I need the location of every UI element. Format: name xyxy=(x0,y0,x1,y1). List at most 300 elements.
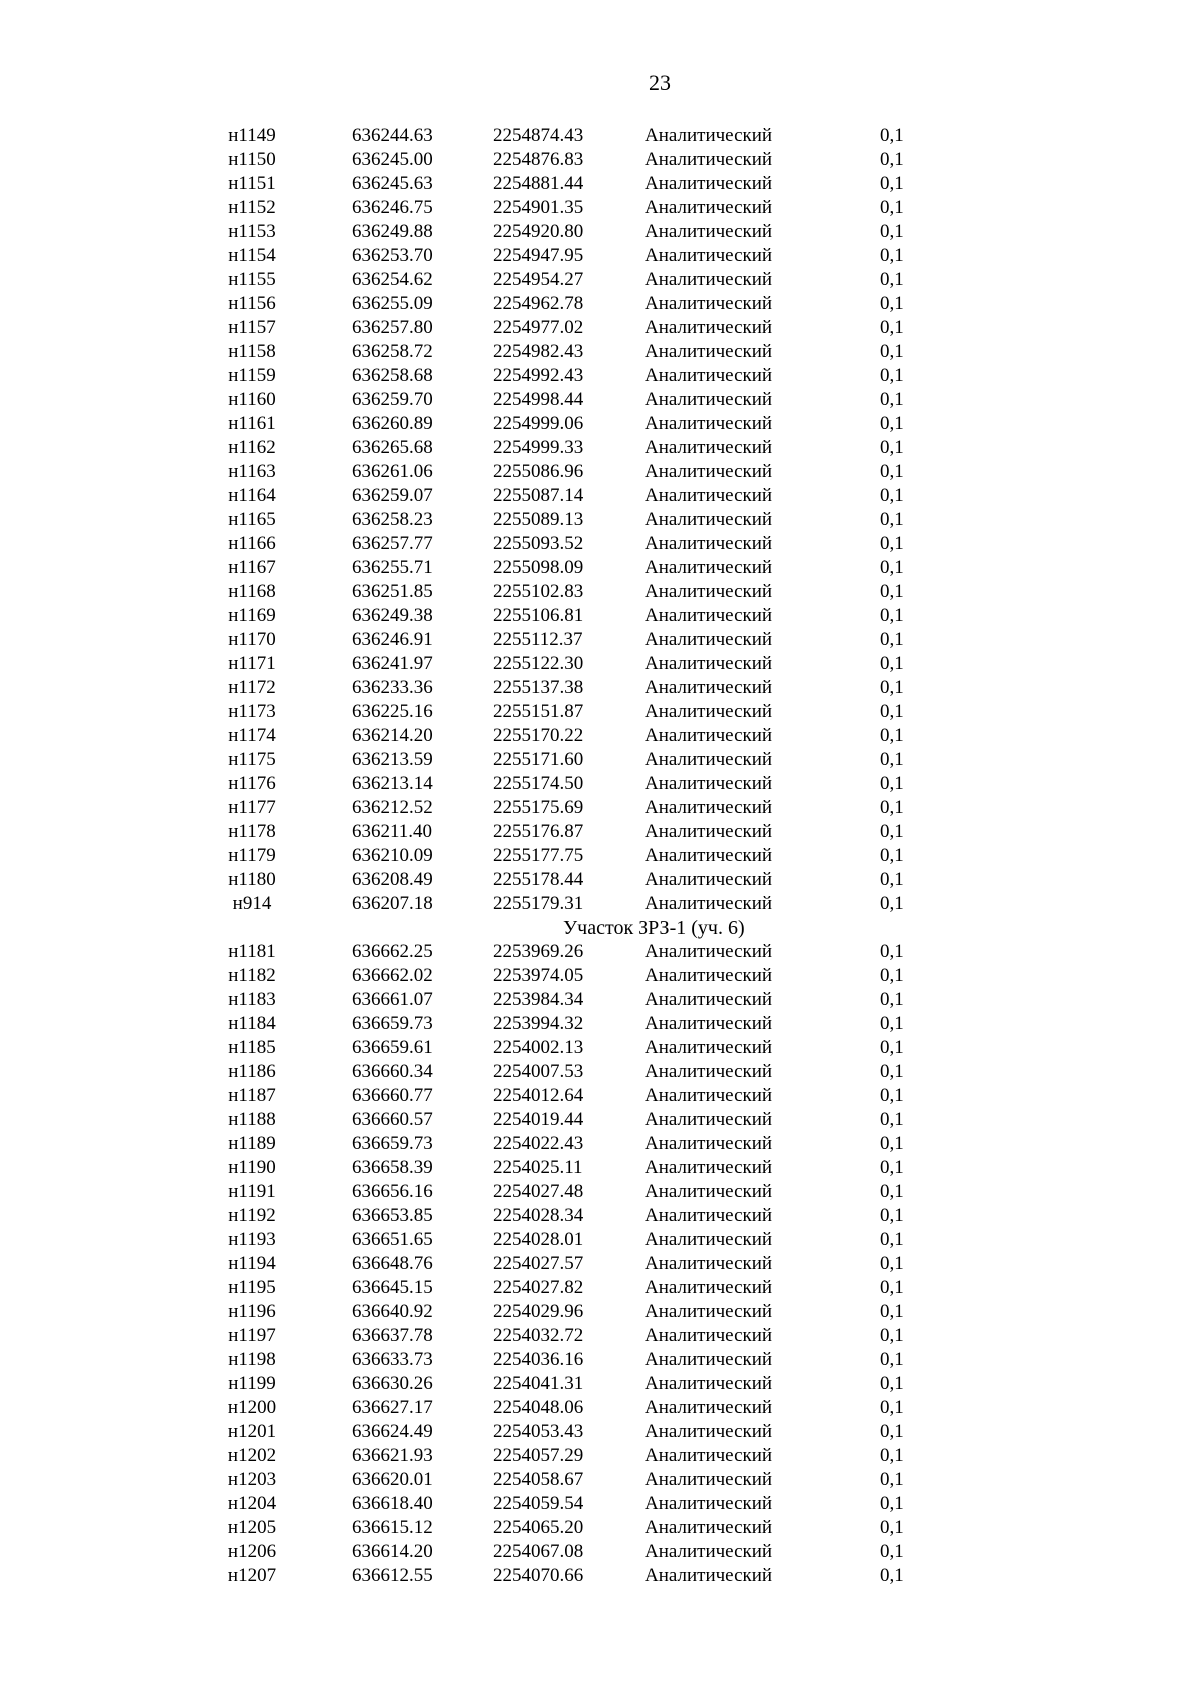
method-cell: Аналитический xyxy=(645,461,773,482)
point-id-cell: н1182 xyxy=(228,965,276,986)
point-id-cell: н1199 xyxy=(228,1373,276,1394)
point-id-cell: н1179 xyxy=(228,845,276,866)
accuracy-cell: 0,1 xyxy=(880,1301,904,1322)
x-coordinate-cell: 636255.71 xyxy=(352,557,433,578)
y-coordinate-cell: 2254067.08 xyxy=(493,1541,584,1562)
y-coordinate-cell: 2254977.02 xyxy=(493,317,584,338)
y-coordinate-cell: 2254027.57 xyxy=(493,1253,584,1274)
point-id-cell: н1152 xyxy=(228,197,276,218)
point-id-cell: н1162 xyxy=(228,437,276,458)
accuracy-cell: 0,1 xyxy=(880,1037,904,1058)
table-row xyxy=(0,1396,1200,1420)
y-coordinate-cell: 2254022.43 xyxy=(493,1133,584,1154)
accuracy-cell: 0,1 xyxy=(880,221,904,242)
table-row xyxy=(0,1516,1200,1540)
x-coordinate-cell: 636249.38 xyxy=(352,605,433,626)
accuracy-cell: 0,1 xyxy=(880,749,904,770)
point-id-cell: н1185 xyxy=(228,1037,276,1058)
x-coordinate-cell: 636637.78 xyxy=(352,1325,433,1346)
x-coordinate-cell: 636661.07 xyxy=(352,989,433,1010)
accuracy-cell: 0,1 xyxy=(880,629,904,650)
x-coordinate-cell: 636253.70 xyxy=(352,245,433,266)
accuracy-cell: 0,1 xyxy=(880,1517,904,1538)
method-cell: Аналитический xyxy=(645,413,773,434)
x-coordinate-cell: 636640.92 xyxy=(352,1301,433,1322)
y-coordinate-cell: 2255151.87 xyxy=(493,701,584,722)
method-cell: Аналитический xyxy=(645,149,773,170)
table-row xyxy=(0,1564,1200,1588)
method-cell: Аналитический xyxy=(645,845,773,866)
x-coordinate-cell: 636211.40 xyxy=(352,821,433,842)
y-coordinate-cell: 2254954.27 xyxy=(493,269,584,290)
method-cell: Аналитический xyxy=(645,1493,773,1514)
accuracy-cell: 0,1 xyxy=(880,293,904,314)
y-coordinate-cell: 2255086.96 xyxy=(493,461,584,482)
method-cell: Аналитический xyxy=(645,437,773,458)
point-id-cell: н1155 xyxy=(228,269,276,290)
method-cell: Аналитический xyxy=(645,965,773,986)
point-id-cell: н1169 xyxy=(228,605,276,626)
method-cell: Аналитический xyxy=(645,941,773,962)
accuracy-cell: 0,1 xyxy=(880,269,904,290)
x-coordinate-cell: 636258.23 xyxy=(352,509,433,530)
method-cell: Аналитический xyxy=(645,1277,773,1298)
x-coordinate-cell: 636265.68 xyxy=(352,437,433,458)
method-cell: Аналитический xyxy=(645,317,773,338)
table-row xyxy=(0,796,1200,820)
point-id-cell: н1195 xyxy=(228,1277,276,1298)
method-cell: Аналитический xyxy=(645,869,773,890)
accuracy-cell: 0,1 xyxy=(880,821,904,842)
accuracy-cell: 0,1 xyxy=(880,1085,904,1106)
x-coordinate-cell: 636653.85 xyxy=(352,1205,433,1226)
x-coordinate-cell: 636659.73 xyxy=(352,1013,433,1034)
method-cell: Аналитический xyxy=(645,533,773,554)
method-cell: Аналитический xyxy=(645,485,773,506)
y-coordinate-cell: 2255102.83 xyxy=(493,581,584,602)
x-coordinate-cell: 636254.62 xyxy=(352,269,433,290)
x-coordinate-cell: 636258.68 xyxy=(352,365,433,386)
y-coordinate-cell: 2255176.87 xyxy=(493,821,584,842)
y-coordinate-cell: 2254901.35 xyxy=(493,197,584,218)
method-cell: Аналитический xyxy=(645,1397,773,1418)
point-id-cell: н1165 xyxy=(228,509,276,530)
x-coordinate-cell: 636615.12 xyxy=(352,1517,433,1538)
table-row xyxy=(0,1132,1200,1156)
page-number: 23 xyxy=(649,70,671,95)
accuracy-cell: 0,1 xyxy=(880,341,904,362)
point-id-cell: н1151 xyxy=(228,173,276,194)
y-coordinate-cell: 2254999.33 xyxy=(493,437,584,458)
table-row xyxy=(0,364,1200,388)
point-id-cell: н1187 xyxy=(228,1085,276,1106)
table-row xyxy=(0,340,1200,364)
point-id-cell: н1153 xyxy=(228,221,276,242)
x-coordinate-cell: 636260.89 xyxy=(352,413,433,434)
method-cell: Аналитический xyxy=(645,989,773,1010)
method-cell: Аналитический xyxy=(645,797,773,818)
x-coordinate-cell: 636213.59 xyxy=(352,749,433,770)
table-row xyxy=(0,748,1200,772)
point-id-cell: н1202 xyxy=(227,1445,277,1466)
y-coordinate-cell: 2254041.31 xyxy=(493,1373,584,1394)
method-cell: Аналитический xyxy=(645,1181,773,1202)
method-cell: Аналитический xyxy=(645,1229,773,1250)
table-row xyxy=(0,1276,1200,1300)
point-id-cell: н1176 xyxy=(228,773,276,794)
x-coordinate-cell: 636662.02 xyxy=(352,965,433,986)
table-row xyxy=(0,1300,1200,1324)
x-coordinate-cell: 636633.73 xyxy=(352,1349,433,1370)
table-row xyxy=(0,1252,1200,1276)
y-coordinate-cell: 2254028.34 xyxy=(493,1205,584,1226)
accuracy-cell: 0,1 xyxy=(880,1277,904,1298)
y-coordinate-cell: 2255175.69 xyxy=(493,797,584,818)
table-row xyxy=(0,1084,1200,1108)
point-id-cell: н1170 xyxy=(228,629,276,650)
y-coordinate-cell: 2255137.38 xyxy=(493,677,584,698)
point-id-cell: н1207 xyxy=(227,1565,277,1586)
method-cell: Аналитический xyxy=(645,581,773,602)
point-id-cell: н1164 xyxy=(228,485,276,506)
accuracy-cell: 0,1 xyxy=(880,893,904,914)
y-coordinate-cell: 2255087.14 xyxy=(493,485,584,506)
point-id-cell: н1178 xyxy=(228,821,276,842)
table-row xyxy=(0,460,1200,484)
accuracy-cell: 0,1 xyxy=(880,1157,904,1178)
table-row xyxy=(0,436,1200,460)
method-cell: Аналитический xyxy=(645,725,773,746)
x-coordinate-cell: 636660.77 xyxy=(352,1085,433,1106)
point-id-cell: н1173 xyxy=(228,701,276,722)
accuracy-cell: 0,1 xyxy=(880,389,904,410)
method-cell: Аналитический xyxy=(645,605,773,626)
method-cell: Аналитический xyxy=(645,1085,773,1106)
x-coordinate-cell: 636207.18 xyxy=(352,893,433,914)
accuracy-cell: 0,1 xyxy=(880,1565,904,1586)
table-row xyxy=(0,1444,1200,1468)
table-row xyxy=(0,964,1200,988)
table-row xyxy=(0,484,1200,508)
accuracy-cell: 0,1 xyxy=(880,413,904,434)
y-coordinate-cell: 2254057.29 xyxy=(493,1445,584,1466)
method-cell: Аналитический xyxy=(645,1013,773,1034)
x-coordinate-cell: 636246.75 xyxy=(352,197,433,218)
y-coordinate-cell: 2255177.75 xyxy=(493,845,584,866)
table-row xyxy=(0,124,1200,148)
x-coordinate-cell: 636244.63 xyxy=(352,125,433,146)
y-coordinate-cell: 2255122.30 xyxy=(493,653,584,674)
point-id-cell: н1203 xyxy=(227,1469,277,1490)
x-coordinate-cell: 636620.01 xyxy=(352,1469,433,1490)
point-id-cell: н1156 xyxy=(228,293,276,314)
y-coordinate-cell: 2254881.44 xyxy=(493,173,584,194)
method-cell: Аналитический xyxy=(645,1133,773,1154)
method-cell: Аналитический xyxy=(645,773,773,794)
point-id-cell: н1184 xyxy=(228,1013,276,1034)
point-id-cell: н1183 xyxy=(228,989,276,1010)
accuracy-cell: 0,1 xyxy=(880,1109,904,1130)
accuracy-cell: 0,1 xyxy=(880,725,904,746)
x-coordinate-cell: 636208.49 xyxy=(352,869,433,890)
x-coordinate-cell: 636612.55 xyxy=(352,1565,433,1586)
x-coordinate-cell: 636233.36 xyxy=(352,677,433,698)
method-cell: Аналитический xyxy=(645,1469,773,1490)
section-title: Участок ЗРЗ-1 (уч. 6) xyxy=(563,917,745,939)
x-coordinate-cell: 636630.26 xyxy=(352,1373,433,1394)
accuracy-cell: 0,1 xyxy=(880,1469,904,1490)
table-row xyxy=(0,1348,1200,1372)
table-row xyxy=(0,1228,1200,1252)
table-row xyxy=(0,172,1200,196)
accuracy-cell: 0,1 xyxy=(880,1397,904,1418)
point-id-cell: н1149 xyxy=(228,125,276,146)
table-row xyxy=(0,220,1200,244)
accuracy-cell: 0,1 xyxy=(880,125,904,146)
table-row xyxy=(0,1156,1200,1180)
x-coordinate-cell: 636245.00 xyxy=(352,149,433,170)
table-row xyxy=(0,1540,1200,1564)
method-cell: Аналитический xyxy=(645,1109,773,1130)
y-coordinate-cell: 2254992.43 xyxy=(493,365,584,386)
y-coordinate-cell: 2254032.72 xyxy=(493,1325,584,1346)
y-coordinate-cell: 2254027.82 xyxy=(493,1277,584,1298)
table-row xyxy=(0,412,1200,436)
table-row xyxy=(0,508,1200,532)
point-id-cell: н1174 xyxy=(228,725,276,746)
table-row xyxy=(0,892,1200,916)
x-coordinate-cell: 636662.25 xyxy=(352,941,433,962)
method-cell: Аналитический xyxy=(645,1205,773,1226)
point-id-cell: н1175 xyxy=(228,749,276,770)
y-coordinate-cell: 2255089.13 xyxy=(493,509,584,530)
point-id-cell: н1201 xyxy=(227,1421,277,1442)
accuracy-cell: 0,1 xyxy=(880,989,904,1010)
method-cell: Аналитический xyxy=(645,1445,773,1466)
point-id-cell: н1163 xyxy=(228,461,276,482)
point-id-cell: н1191 xyxy=(228,1181,276,1202)
y-coordinate-cell: 2254028.01 xyxy=(493,1229,584,1250)
method-cell: Аналитический xyxy=(645,341,773,362)
method-cell: Аналитический xyxy=(645,221,773,242)
point-id-cell: н1206 xyxy=(227,1541,277,1562)
method-cell: Аналитический xyxy=(645,197,773,218)
point-id-cell: н1157 xyxy=(228,317,276,338)
method-cell: Аналитический xyxy=(645,1157,773,1178)
accuracy-cell: 0,1 xyxy=(880,149,904,170)
point-id-cell: н1171 xyxy=(228,653,276,674)
x-coordinate-cell: 636212.52 xyxy=(352,797,433,818)
table-row xyxy=(0,1204,1200,1228)
table-row xyxy=(0,292,1200,316)
y-coordinate-cell: 2254029.96 xyxy=(493,1301,584,1322)
method-cell: Аналитический xyxy=(645,1565,773,1586)
table-row xyxy=(0,628,1200,652)
y-coordinate-cell: 2255174.50 xyxy=(493,773,584,794)
point-id-cell: н1192 xyxy=(228,1205,276,1226)
table-row xyxy=(0,772,1200,796)
table-row xyxy=(0,1372,1200,1396)
method-cell: Аналитический xyxy=(645,1037,773,1058)
accuracy-cell: 0,1 xyxy=(880,509,904,530)
y-coordinate-cell: 2255093.52 xyxy=(493,533,584,554)
y-coordinate-cell: 2254025.11 xyxy=(493,1157,583,1178)
table-row xyxy=(0,604,1200,628)
y-coordinate-cell: 2254998.44 xyxy=(493,389,584,410)
x-coordinate-cell: 636645.15 xyxy=(352,1277,433,1298)
method-cell: Аналитический xyxy=(645,365,773,386)
point-id-cell: н1161 xyxy=(228,413,276,434)
y-coordinate-cell: 2254874.43 xyxy=(493,125,584,146)
point-id-cell: н1204 xyxy=(227,1493,277,1514)
x-coordinate-cell: 636258.72 xyxy=(352,341,433,362)
method-cell: Аналитический xyxy=(645,1253,773,1274)
y-coordinate-cell: 2254999.06 xyxy=(493,413,584,434)
accuracy-cell: 0,1 xyxy=(880,1325,904,1346)
method-cell: Аналитический xyxy=(645,1421,773,1442)
x-coordinate-cell: 636213.14 xyxy=(352,773,433,794)
x-coordinate-cell: 636214.20 xyxy=(352,725,433,746)
method-cell: Аналитический xyxy=(645,893,773,914)
accuracy-cell: 0,1 xyxy=(880,1541,904,1562)
accuracy-cell: 0,1 xyxy=(880,1445,904,1466)
accuracy-cell: 0,1 xyxy=(880,797,904,818)
x-coordinate-cell: 636261.06 xyxy=(352,461,433,482)
coordinates-table xyxy=(0,124,1200,1588)
method-cell: Аналитический xyxy=(645,653,773,674)
method-cell: Аналитический xyxy=(645,749,773,770)
point-id-cell: н1180 xyxy=(228,869,276,890)
point-id-cell: н1196 xyxy=(228,1301,276,1322)
accuracy-cell: 0,1 xyxy=(880,773,904,794)
y-coordinate-cell: 2254007.53 xyxy=(493,1061,584,1082)
method-cell: Аналитический xyxy=(645,1349,773,1370)
method-cell: Аналитический xyxy=(645,1517,773,1538)
x-coordinate-cell: 636627.17 xyxy=(352,1397,433,1418)
point-id-cell: н1198 xyxy=(228,1349,276,1370)
x-coordinate-cell: 636658.39 xyxy=(352,1157,433,1178)
x-coordinate-cell: 636660.34 xyxy=(352,1061,433,1082)
method-cell: Аналитический xyxy=(645,389,773,410)
y-coordinate-cell: 2254012.64 xyxy=(493,1085,584,1106)
table-row xyxy=(0,316,1200,340)
method-cell: Аналитический xyxy=(645,821,773,842)
table-row xyxy=(0,244,1200,268)
accuracy-cell: 0,1 xyxy=(880,317,904,338)
point-id-cell: н1177 xyxy=(228,797,276,818)
accuracy-cell: 0,1 xyxy=(880,1229,904,1250)
point-id-cell: н1158 xyxy=(228,341,276,362)
x-coordinate-cell: 636614.20 xyxy=(352,1541,433,1562)
point-id-cell: н1189 xyxy=(228,1133,276,1154)
accuracy-cell: 0,1 xyxy=(880,581,904,602)
point-id-cell: н1181 xyxy=(228,941,276,962)
table-row xyxy=(0,868,1200,892)
method-cell: Аналитический xyxy=(645,125,773,146)
accuracy-cell: 0,1 xyxy=(880,1253,904,1274)
method-cell: Аналитический xyxy=(645,1325,773,1346)
point-id-cell: н1188 xyxy=(228,1109,276,1130)
y-coordinate-cell: 2254947.95 xyxy=(493,245,584,266)
table-row xyxy=(0,1468,1200,1492)
x-coordinate-cell: 636257.80 xyxy=(352,317,433,338)
x-coordinate-cell: 636659.73 xyxy=(352,1133,433,1154)
y-coordinate-cell: 2253994.32 xyxy=(493,1013,584,1034)
table-row xyxy=(0,148,1200,172)
table-row xyxy=(0,820,1200,844)
point-id-cell: н1168 xyxy=(228,581,276,602)
table-row xyxy=(0,1012,1200,1036)
method-cell: Аналитический xyxy=(645,1373,773,1394)
x-coordinate-cell: 636621.93 xyxy=(352,1445,433,1466)
table-row xyxy=(0,676,1200,700)
y-coordinate-cell: 2255106.81 xyxy=(493,605,584,626)
accuracy-cell: 0,1 xyxy=(880,677,904,698)
y-coordinate-cell: 2254876.83 xyxy=(493,149,584,170)
y-coordinate-cell: 2253984.34 xyxy=(493,989,584,1010)
section-header-row xyxy=(0,916,1200,940)
accuracy-cell: 0,1 xyxy=(880,1493,904,1514)
accuracy-cell: 0,1 xyxy=(880,941,904,962)
table-row xyxy=(0,652,1200,676)
table-row xyxy=(0,1420,1200,1444)
accuracy-cell: 0,1 xyxy=(880,1421,904,1442)
y-coordinate-cell: 2255098.09 xyxy=(493,557,584,578)
x-coordinate-cell: 636618.40 xyxy=(352,1493,433,1514)
y-coordinate-cell: 2253969.26 xyxy=(493,941,584,962)
point-id-cell: н1160 xyxy=(228,389,276,410)
x-coordinate-cell: 636225.16 xyxy=(352,701,433,722)
table-row xyxy=(0,1324,1200,1348)
method-cell: Аналитический xyxy=(645,245,773,266)
table-row xyxy=(0,196,1200,220)
y-coordinate-cell: 2255112.37 xyxy=(493,629,583,650)
table-row xyxy=(0,1180,1200,1204)
table-row xyxy=(0,268,1200,292)
accuracy-cell: 0,1 xyxy=(880,365,904,386)
point-id-cell: н1200 xyxy=(227,1397,277,1418)
accuracy-cell: 0,1 xyxy=(880,869,904,890)
y-coordinate-cell: 2254002.13 xyxy=(493,1037,584,1058)
x-coordinate-cell: 636660.57 xyxy=(352,1109,433,1130)
method-cell: Аналитический xyxy=(645,173,773,194)
y-coordinate-cell: 2255170.22 xyxy=(493,725,584,746)
point-id-cell: н1150 xyxy=(228,149,276,170)
y-coordinate-cell: 2254982.43 xyxy=(493,341,584,362)
y-coordinate-cell: 2255171.60 xyxy=(493,749,584,770)
method-cell: Аналитический xyxy=(645,701,773,722)
point-id-cell: н1190 xyxy=(228,1157,276,1178)
accuracy-cell: 0,1 xyxy=(880,1181,904,1202)
y-coordinate-cell: 2254065.20 xyxy=(493,1517,584,1538)
method-cell: Аналитический xyxy=(645,1061,773,1082)
x-coordinate-cell: 636259.07 xyxy=(352,485,433,506)
method-cell: Аналитический xyxy=(645,557,773,578)
point-id-cell: н1154 xyxy=(228,245,276,266)
y-coordinate-cell: 2254920.80 xyxy=(493,221,584,242)
y-coordinate-cell: 2254036.16 xyxy=(493,1349,584,1370)
y-coordinate-cell: 2255178.44 xyxy=(493,869,584,890)
x-coordinate-cell: 636257.77 xyxy=(352,533,433,554)
x-coordinate-cell: 636245.63 xyxy=(352,173,433,194)
accuracy-cell: 0,1 xyxy=(880,485,904,506)
y-coordinate-cell: 2254053.43 xyxy=(493,1421,584,1442)
point-id-cell: н1194 xyxy=(228,1253,276,1274)
table-row xyxy=(0,1108,1200,1132)
accuracy-cell: 0,1 xyxy=(880,533,904,554)
accuracy-cell: 0,1 xyxy=(880,1013,904,1034)
point-id-cell: н1166 xyxy=(228,533,276,554)
